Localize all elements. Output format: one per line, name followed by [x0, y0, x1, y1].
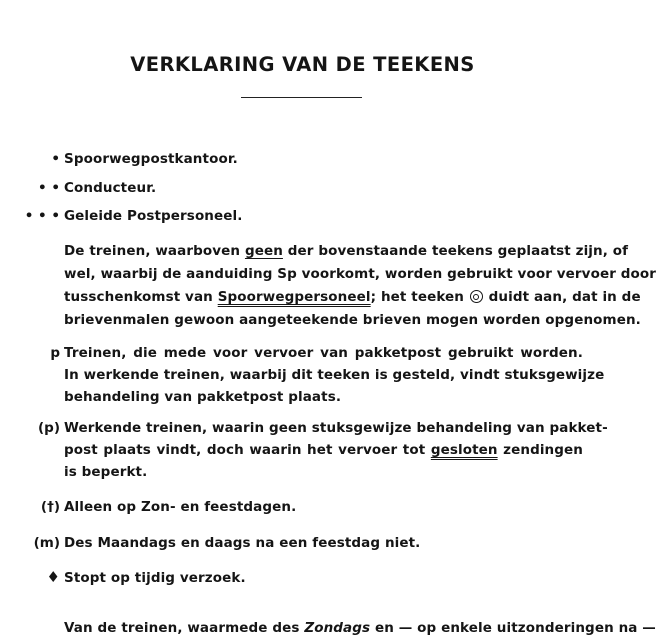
symbol-dagger: (†) [40, 499, 60, 515]
symbol-one-dot: • [51, 151, 60, 167]
para1-line1: De treinen, waarboven geen der bovenstaande teekens geplaatst zijn, of [64, 243, 629, 259]
registered-circle-icon [470, 290, 483, 303]
para1-line3: tusschenkomst van Spoorwegpersoneel; het teeken duidt aan, dat in de [64, 289, 641, 305]
dagger-text: Alleen op Zon- en feestdagen. [64, 499, 297, 515]
legend-spoorwegpostkantoor: Spoorwegpostkantoor. [64, 151, 238, 167]
symbol-m: (m) [33, 535, 60, 551]
page-title: VERKLARING VAN DE TEEKENS [130, 53, 475, 76]
p-line1: Treinen, die mede voor vervoer van pakketpost gebruikt worden. [64, 345, 583, 361]
title-rule [241, 97, 362, 98]
symbol-three-dots: • • • [24, 208, 60, 224]
p-line2: In werkende treinen, waarbij dit teeken is gesteld, vindt stuksgewijze [64, 367, 605, 383]
pp-line2: post plaats vindt, doch waarin het vervoer tot gesloten zendingen [64, 442, 583, 458]
pp-line3: is beperkt. [64, 464, 148, 480]
stop-text: Stopt op tijdig verzoek. [64, 570, 246, 586]
legend-conducteur: Conducteur. [64, 180, 157, 196]
pp-line1: Werkende treinen, waarin geen stuksgewijze behandeling van pakket- [64, 420, 608, 436]
para1-line4: brievenmalen gewoon aangeteekende brieven mogen worden opgenomen. [64, 312, 641, 328]
p-line3: behandeling van pakketpost plaats. [64, 389, 342, 405]
para1-line2: wel, waarbij de aanduiding Sp voorkomt, worden gebruikt voor vervoer door [64, 266, 656, 282]
symbol-p-parenthesized: (p) [37, 420, 60, 436]
last-line: Van de treinen, waarmede des Zondags en — op enkele uitzonderingen na — [64, 620, 656, 636]
legend-geleide-postpersoneel: Geleide Postpersoneel. [64, 208, 243, 224]
symbol-p: p [50, 345, 60, 361]
monday-text: Des Maandags en daags na een feestdag niet. [64, 535, 421, 551]
symbol-two-dots: • • [38, 180, 60, 196]
symbol-stop-on-request: ♦ [46, 568, 60, 586]
